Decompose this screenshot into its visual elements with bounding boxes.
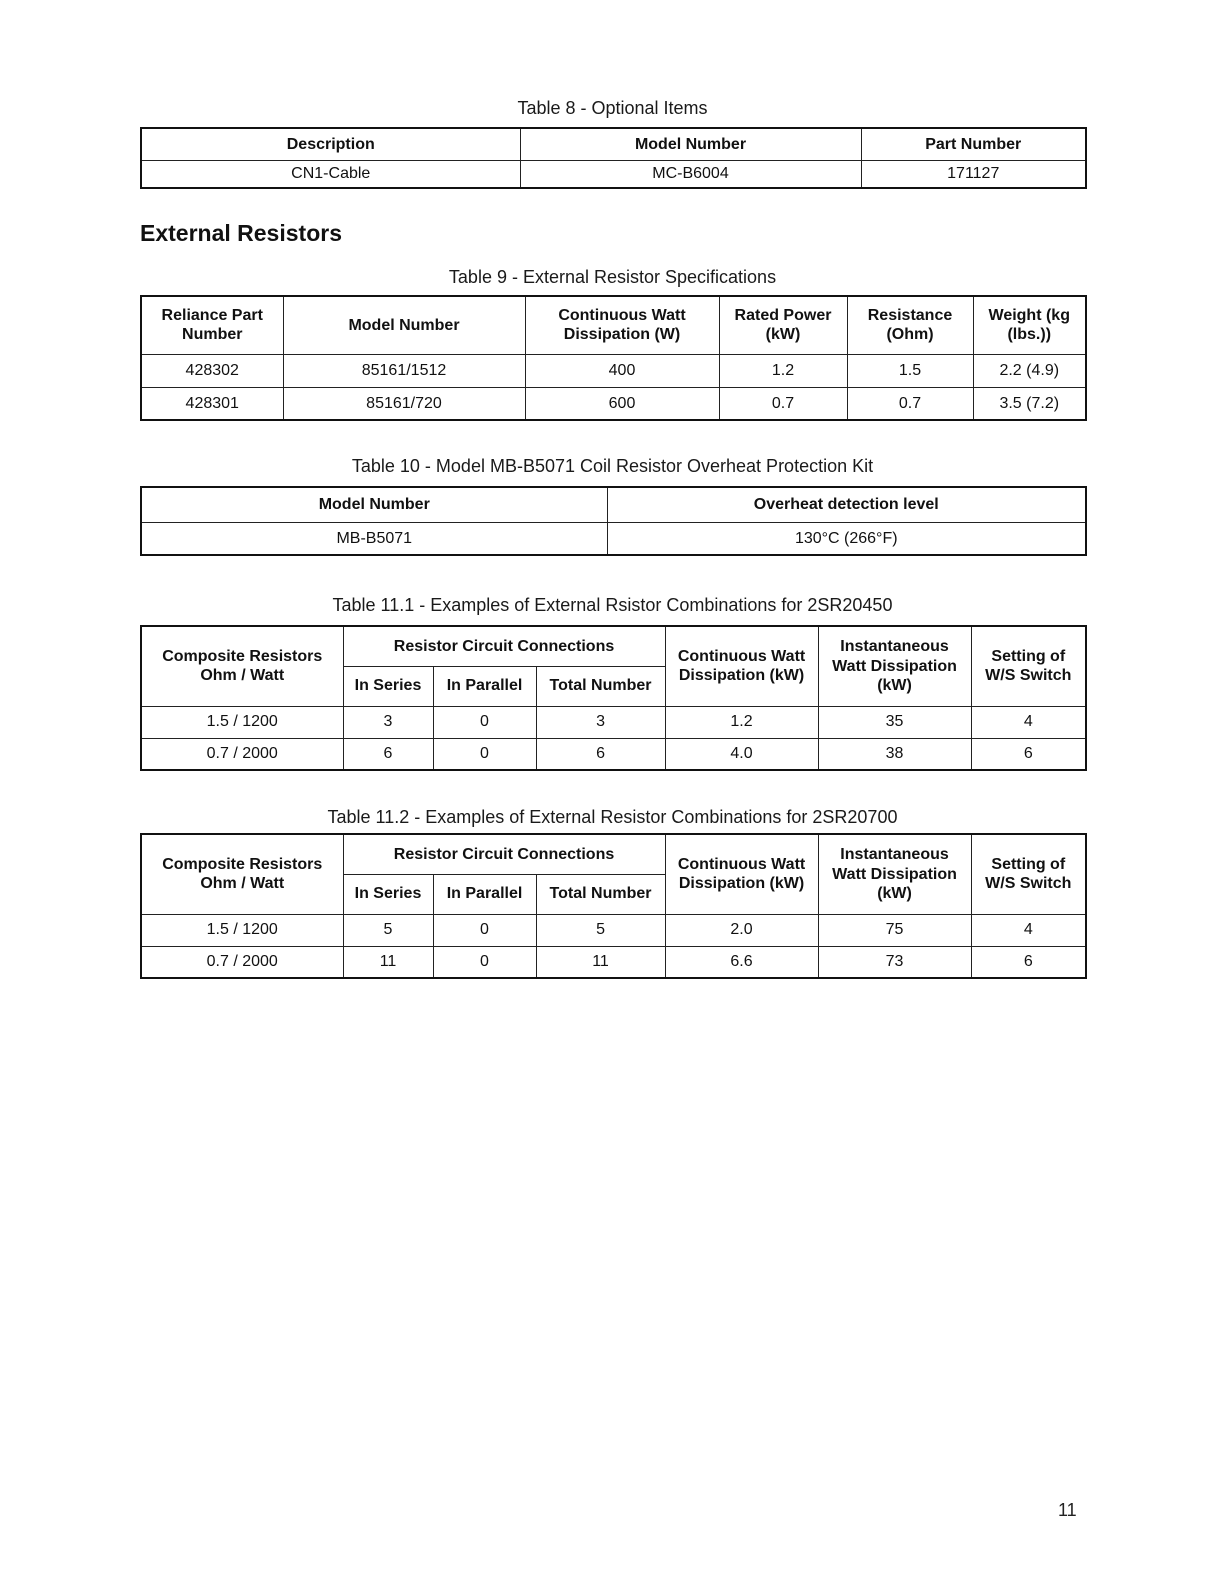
cell-continuous: 4.0 xyxy=(665,738,818,770)
header-model-number: Model Number xyxy=(283,296,525,354)
header-continuous-watt: Continuous Watt Dissipation (kW) xyxy=(665,834,818,914)
cell-ws-switch: 4 xyxy=(971,914,1086,946)
cell-rated-power: 1.2 xyxy=(719,354,847,387)
table-row xyxy=(141,706,1086,738)
table-11-1-resistor-combinations xyxy=(140,625,1087,771)
cell-composite: 1.5 / 1200 xyxy=(141,706,343,738)
table-row xyxy=(141,914,1086,946)
cell-weight: 3.5 (7.2) xyxy=(973,387,1086,420)
cell-model-number: 85161/720 xyxy=(283,387,525,420)
table-8-optional-items xyxy=(140,127,1087,189)
cell-part-number: 428301 xyxy=(141,387,283,420)
header-weight: Weight (kg (lbs.)) xyxy=(973,296,1086,354)
cell-composite: 1.5 / 1200 xyxy=(141,914,343,946)
cell-instantaneous: 75 xyxy=(818,914,971,946)
cell-total-number: 6 xyxy=(536,738,665,770)
header-composite-resistors: Composite Resistors Ohm / Watt xyxy=(141,834,343,914)
cell-resistance: 0.7 xyxy=(847,387,973,420)
header-in-series: In Series xyxy=(343,666,433,706)
cell-ws-switch: 4 xyxy=(971,706,1086,738)
cell-instantaneous: 73 xyxy=(818,946,971,978)
cell-total-number: 11 xyxy=(536,946,665,978)
table-11-1-caption: Table 11.1 - Examples of External Rsistor Combinations for 2SR20450 xyxy=(332,595,893,615)
cell-instantaneous: 35 xyxy=(818,706,971,738)
cell-in-parallel: 0 xyxy=(433,946,536,978)
cell-in-series: 3 xyxy=(343,706,433,738)
cell-model-number: MB-B5071 xyxy=(141,522,607,555)
table-9-resistor-specifications xyxy=(140,295,1087,421)
table-11-2-resistor-combinations xyxy=(140,833,1087,979)
page-number: 11 xyxy=(1058,1500,1077,1520)
header-total-number: Total Number xyxy=(536,666,665,706)
header-in-parallel: In Parallel xyxy=(433,874,536,914)
cell-in-parallel: 0 xyxy=(433,738,536,770)
header-in-parallel: In Parallel xyxy=(433,666,536,706)
cell-part-number: 428302 xyxy=(141,354,283,387)
header-model-number: Model Number xyxy=(141,487,607,522)
header-resistance: Resistance (Ohm) xyxy=(847,296,973,354)
cell-description: CN1-Cable xyxy=(141,160,520,188)
cell-rated-power: 0.7 xyxy=(719,387,847,420)
cell-model-number: 85161/1512 xyxy=(283,354,525,387)
table-row xyxy=(141,387,1086,420)
cell-overheat-level: 130°C (266°F) xyxy=(607,522,1086,555)
table-row xyxy=(141,354,1086,387)
cell-in-series: 11 xyxy=(343,946,433,978)
header-ws-switch: Setting of W/S Switch xyxy=(971,626,1086,706)
header-continuous-watt: Continuous Watt Dissipation (W) xyxy=(525,296,719,354)
table-row xyxy=(141,738,1086,770)
table-row xyxy=(141,160,1086,188)
table-row xyxy=(141,946,1086,978)
header-continuous-watt: Continuous Watt Dissipation (kW) xyxy=(665,626,818,706)
cell-model-number: MC-B6004 xyxy=(520,160,861,188)
cell-continuous: 6.6 xyxy=(665,946,818,978)
section-heading: External Resistors xyxy=(140,220,342,246)
header-circuit-connections: Resistor Circuit Connections xyxy=(343,626,665,666)
cell-ws-switch: 6 xyxy=(971,738,1086,770)
header-model-number: Model Number xyxy=(520,128,861,160)
cell-in-parallel: 0 xyxy=(433,706,536,738)
cell-instantaneous: 38 xyxy=(818,738,971,770)
cell-weight: 2.2 (4.9) xyxy=(973,354,1086,387)
header-part-number: Part Number xyxy=(861,128,1086,160)
header-composite-resistors: Composite Resistors Ohm / Watt xyxy=(141,626,343,706)
cell-in-series: 5 xyxy=(343,914,433,946)
cell-continuous: 1.2 xyxy=(665,706,818,738)
cell-continuous: 2.0 xyxy=(665,914,818,946)
table-11-2-caption: Table 11.2 - Examples of External Resistor Combinations for 2SR20700 xyxy=(327,807,898,827)
header-rated-power: Rated Power (kW) xyxy=(719,296,847,354)
cell-total-number: 3 xyxy=(536,706,665,738)
cell-ws-switch: 6 xyxy=(971,946,1086,978)
cell-composite: 0.7 / 2000 xyxy=(141,738,343,770)
table-10-caption: Table 10 - Model MB-B5071 Coil Resistor Overheat Protection Kit xyxy=(351,456,874,476)
header-circuit-connections: Resistor Circuit Connections xyxy=(343,834,665,874)
header-instantaneous-watt: Instantaneous Watt Dissipation (kW) xyxy=(818,626,971,706)
header-description: Description xyxy=(141,128,520,160)
cell-in-series: 6 xyxy=(343,738,433,770)
table-10-overheat-protection-kit xyxy=(140,486,1087,556)
header-total-number: Total Number xyxy=(536,874,665,914)
table-8-caption: Table 8 - Optional Items xyxy=(517,98,708,118)
cell-total-number: 5 xyxy=(536,914,665,946)
cell-composite: 0.7 / 2000 xyxy=(141,946,343,978)
cell-part-number: 171127 xyxy=(861,160,1086,188)
header-overheat-detection-level: Overheat detection level xyxy=(607,487,1086,522)
cell-resistance: 1.5 xyxy=(847,354,973,387)
cell-continuous-watt: 600 xyxy=(525,387,719,420)
table-9-caption: Table 9 - External Resistor Specifications xyxy=(448,267,777,287)
cell-in-parallel: 0 xyxy=(433,914,536,946)
header-instantaneous-watt: Instantaneous Watt Dissipation (kW) xyxy=(818,834,971,914)
header-in-series: In Series xyxy=(343,874,433,914)
header-ws-switch: Setting of W/S Switch xyxy=(971,834,1086,914)
cell-continuous-watt: 400 xyxy=(525,354,719,387)
header-reliance-part-number: Reliance Part Number xyxy=(141,296,283,354)
table-row xyxy=(141,522,1086,555)
